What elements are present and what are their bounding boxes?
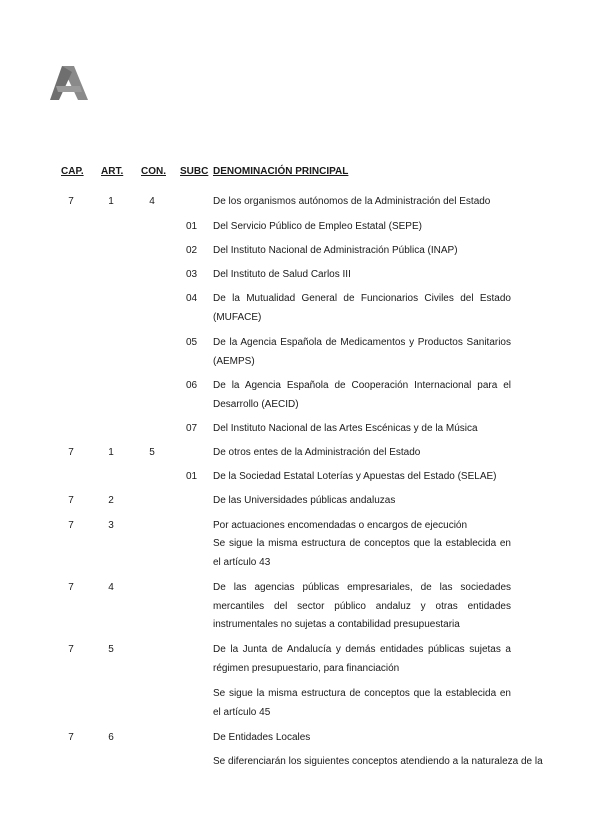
column-header-cap: CAP. — [61, 166, 84, 177]
row-subc: 01 — [186, 471, 198, 482]
row-art: 1 — [108, 196, 114, 207]
junta-andalucia-logo-icon — [50, 66, 88, 100]
row-description: De la Junta de Andalucía y demás entidades públicas sujetas a régimen presupuestario, para financiación — [213, 644, 511, 674]
row-cap: 7 — [68, 582, 74, 593]
row-description: Del Instituto Nacional de las Artes Escénicas y de la Música — [213, 423, 478, 434]
row-cap: 7 — [68, 520, 74, 531]
column-header-con: CON. — [141, 166, 166, 177]
row-description: De las Universidades públicas andaluzas — [213, 495, 396, 506]
row-description: De Entidades Locales — [213, 732, 311, 743]
row-description: Del Servicio Público de Empleo Estatal (SEPE) — [213, 221, 422, 232]
row-con: 4 — [149, 196, 155, 207]
row-description: Se diferenciarán los siguientes conceptos atendiendo a la naturaleza de la — [213, 756, 543, 767]
row-subc: 05 — [186, 337, 198, 348]
row-art: 4 — [108, 582, 114, 593]
row-description: De la Sociedad Estatal Loterías y Apuestas del Estado (SELAE) — [213, 471, 497, 482]
row-art: 1 — [108, 447, 114, 458]
column-header-denominacion: DENOMINACIÓN PRINCIPAL — [213, 166, 349, 177]
row-subc: 07 — [186, 423, 198, 434]
column-header-art: ART. — [101, 166, 124, 177]
column-header-subc: SUBC — [180, 166, 209, 177]
row-cap: 7 — [68, 732, 74, 743]
row-subc: 03 — [186, 269, 198, 280]
row-description: Del Instituto de Salud Carlos III — [213, 269, 351, 280]
row-note: Se sigue la misma estructura de conceptos que la establecida en el artículo 43 — [213, 538, 511, 568]
row-cap: 7 — [68, 644, 74, 655]
row-description: Se sigue la misma estructura de conceptos que la establecida en el artículo 45 — [213, 688, 511, 718]
row-description: Del Instituto Nacional de Administración Pública (INAP) — [213, 245, 458, 256]
row-subc: 06 — [186, 380, 198, 391]
row-description: De otros entes de la Administración del Estado — [213, 447, 421, 458]
row-art: 3 — [108, 520, 114, 531]
row-art: 2 — [108, 495, 114, 506]
row-cap: 7 — [68, 447, 74, 458]
row-subc: 04 — [186, 293, 198, 304]
row-subc: 02 — [186, 245, 198, 256]
row-description: De la Mutualidad General de Funcionarios Civiles del Estado (MUFACE) — [213, 293, 511, 323]
row-cap: 7 — [68, 495, 74, 506]
row-description: De las agencias públicas empresariales, de las sociedades mercantiles del sector público andaluz y otras entidades instrumentales no sujetas a contabilidad presupuestaria — [213, 582, 511, 630]
row-subc: 01 — [186, 221, 198, 232]
row-cap: 7 — [68, 196, 74, 207]
row-art: 6 — [108, 732, 114, 743]
row-description: De la Agencia Española de Cooperación Internacional para el Desarrollo (AECID) — [213, 380, 511, 410]
row-description: Por actuaciones encomendadas o encargos de ejecución — [213, 520, 468, 531]
row-con: 5 — [149, 447, 155, 458]
row-art: 5 — [108, 644, 114, 655]
row-description: De la Agencia Española de Medicamentos y Productos Sanitarios (AEMPS) — [213, 337, 511, 367]
row-description: De los organismos autónomos de la Administración del Estado — [213, 196, 491, 207]
